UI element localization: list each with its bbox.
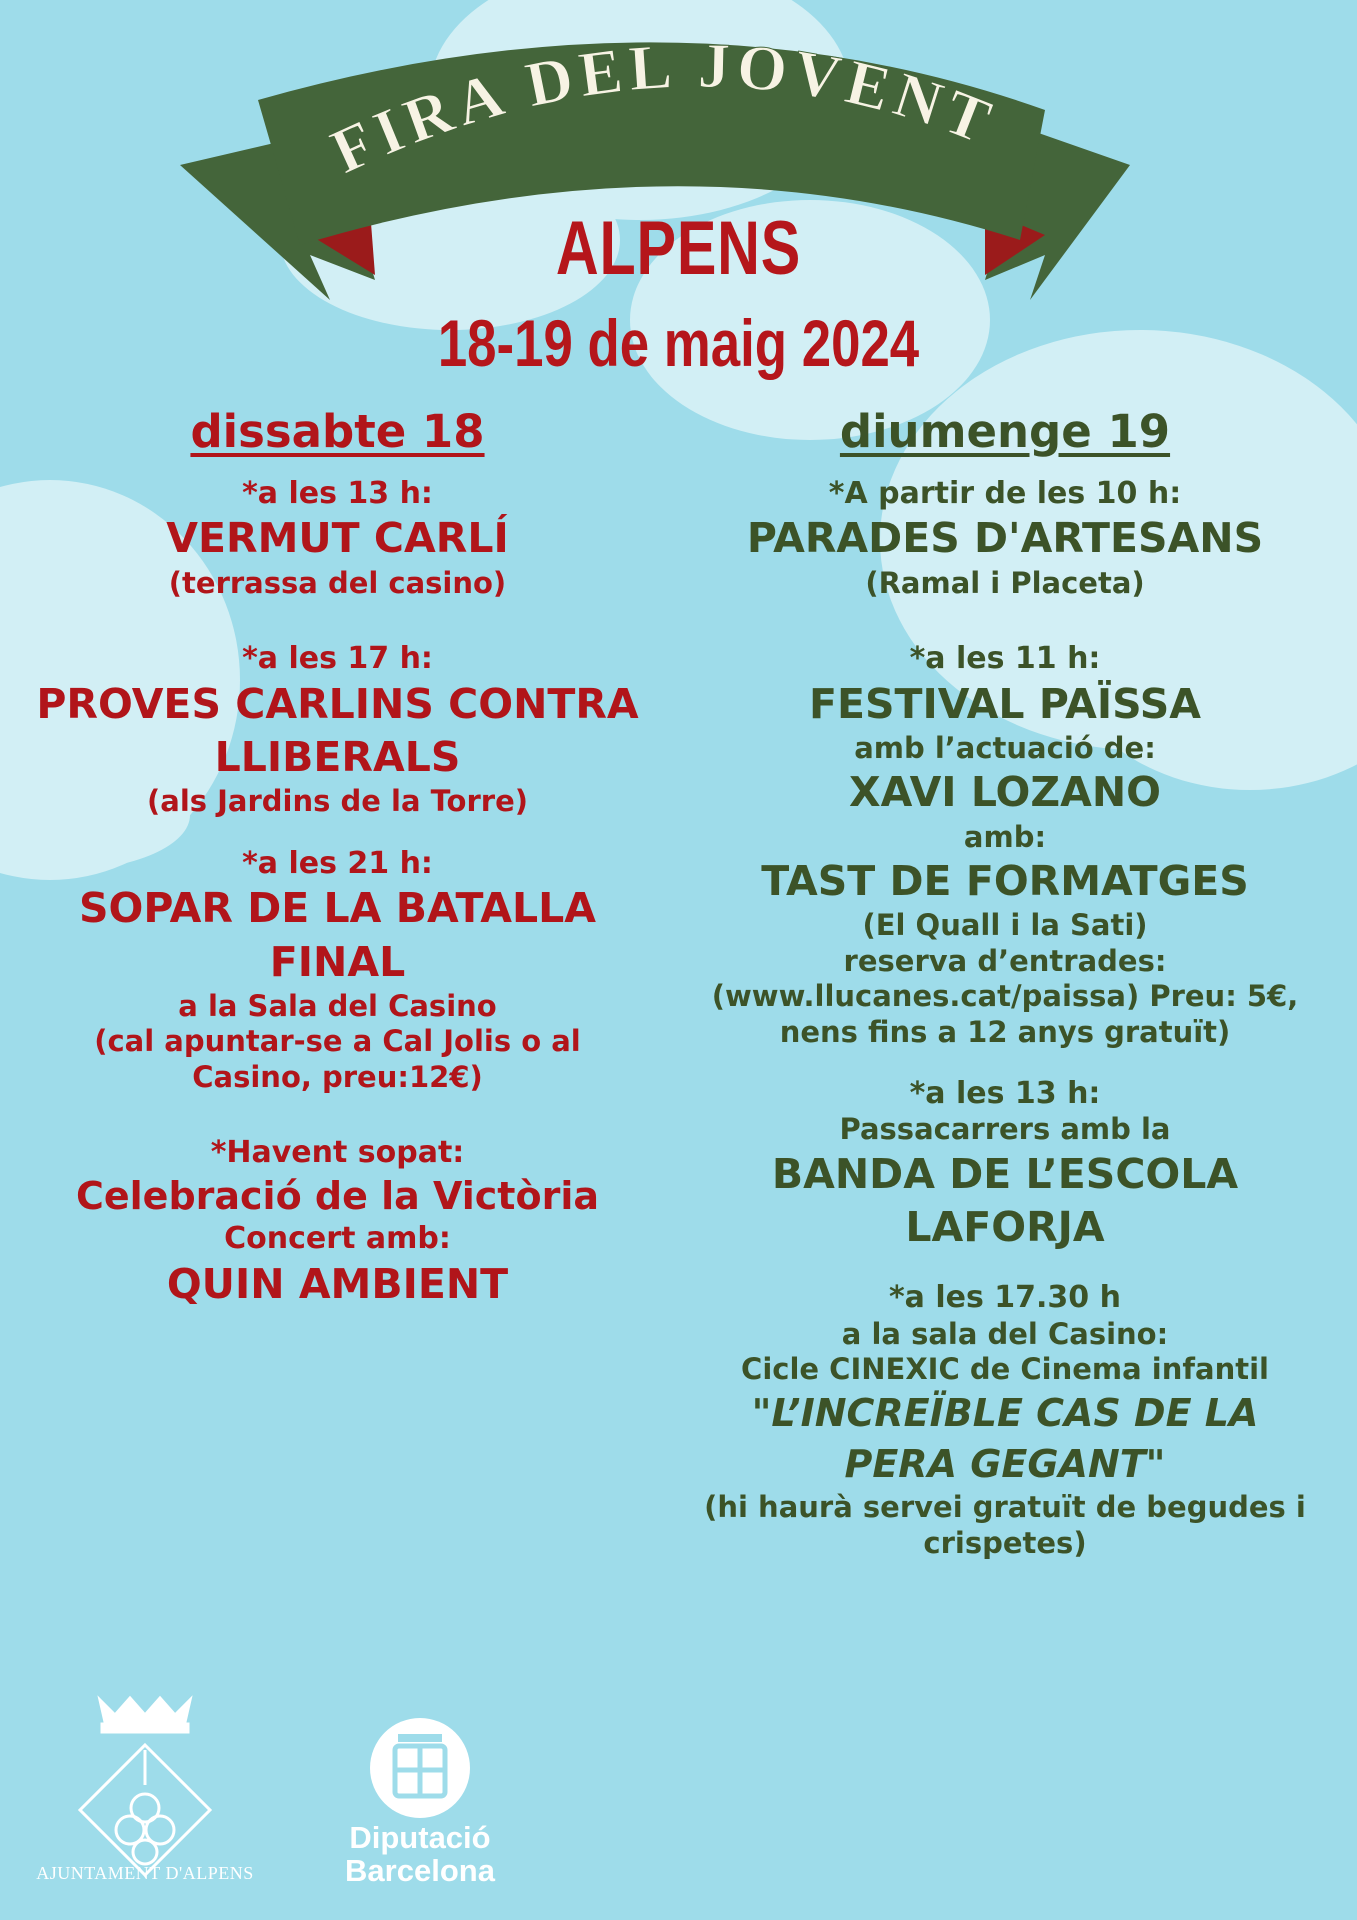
event-time: *A partir de les 10 h:: [828, 475, 1182, 511]
event-time: *a les 11 h:: [909, 641, 1101, 677]
event-subtitle: Passacarrers amb la: [839, 1112, 1171, 1147]
event-dates: 18-19 de maig 2024: [437, 306, 920, 380]
event-name: FESTIVAL PAÏSSA: [808, 679, 1202, 728]
event-name: XAVI LOZANO: [849, 768, 1161, 817]
event-name: BANDA DE L’ESCOLA: [771, 1149, 1239, 1198]
event-name: FINAL: [269, 937, 406, 986]
event-place: (als Jardins de la Torre): [147, 784, 528, 819]
event-note: nens fins a 12 anys gratuït): [779, 1014, 1231, 1049]
event-title: FIRA DEL JOVENT: [320, 29, 1006, 188]
event-subtitle: amb:: [963, 819, 1047, 854]
diputacio-line2: Barcelona: [345, 1852, 495, 1888]
event-place: a la sala del Casino:: [841, 1317, 1169, 1352]
event-name: LAFORJA: [905, 1203, 1105, 1252]
event-name: QUIN AMBIENT: [166, 1259, 509, 1308]
diputacio-barcelona-logo: [340, 1708, 500, 1828]
event-note: (www.llucanes.cat/paissa) Preu: 5€,: [711, 979, 1299, 1014]
film-title: PERA GEGANT": [844, 1442, 1166, 1487]
event-subtitle: Cicle CINEXIC de Cinema infantil: [741, 1352, 1269, 1387]
event-place: (El Quall i la Sati): [862, 908, 1148, 943]
event-place: (Ramal i Placeta): [865, 565, 1145, 600]
event-note: (cal apuntar-se a Cal Jolis o al: [94, 1024, 581, 1059]
event-time: *a les 13 h:: [242, 475, 433, 511]
event-subtitle: Concert amb:: [224, 1221, 451, 1257]
svg-text:FIRA DEL JOVENT: [321, 30, 1006, 187]
ajuntament-alpens-logo: [20, 1690, 270, 1890]
event-note: crispetes): [923, 1525, 1087, 1560]
event-time: *a les 17.30 h: [888, 1280, 1121, 1316]
event-note: reserva d’entrades:: [843, 943, 1167, 978]
day-heading: diumenge 19: [839, 405, 1171, 458]
event-name: TAST DE FORMATGES: [761, 857, 1249, 906]
event-time: *a les 13 h:: [909, 1075, 1101, 1111]
ajuntament-alpens-label: AJUNTAMENT D'ALPENS: [36, 1863, 254, 1883]
event-time: *a les 21 h:: [242, 845, 433, 881]
diputacio-line1: Diputació: [349, 1820, 491, 1855]
event-note: (hi haurà servei gratuït de begudes i: [704, 1490, 1306, 1525]
event-name: PARADES D'ARTESANS: [746, 514, 1264, 563]
event-name: Celebració de la Victòria: [75, 1173, 599, 1218]
event-time: *a les 17 h:: [242, 641, 433, 677]
event-name: LLIBERALS: [214, 733, 461, 782]
event-note: Casino, preu:12€): [192, 1059, 483, 1094]
event-subtitle: amb l’actuació de:: [854, 731, 1156, 766]
event-name: VERMUT CARLÍ: [166, 514, 509, 563]
saturday-column: [10, 405, 665, 1311]
sunday-column: [665, 405, 1345, 1561]
film-title: "L’INCREÏBLE CAS DE LA: [751, 1390, 1259, 1435]
city-name: ALPENS: [555, 206, 802, 291]
event-place: (terrassa del casino): [168, 565, 507, 600]
event-name: SOPAR DE LA BATALLA: [79, 884, 596, 933]
event-name: PROVES CARLINS CONTRA: [36, 679, 639, 728]
event-time: *Havent sopat:: [210, 1135, 465, 1171]
event-place: a la Sala del Casino: [178, 988, 497, 1023]
diputacio-barcelona-label: [320, 1822, 520, 1887]
day-heading: dissabte 18: [190, 405, 485, 458]
